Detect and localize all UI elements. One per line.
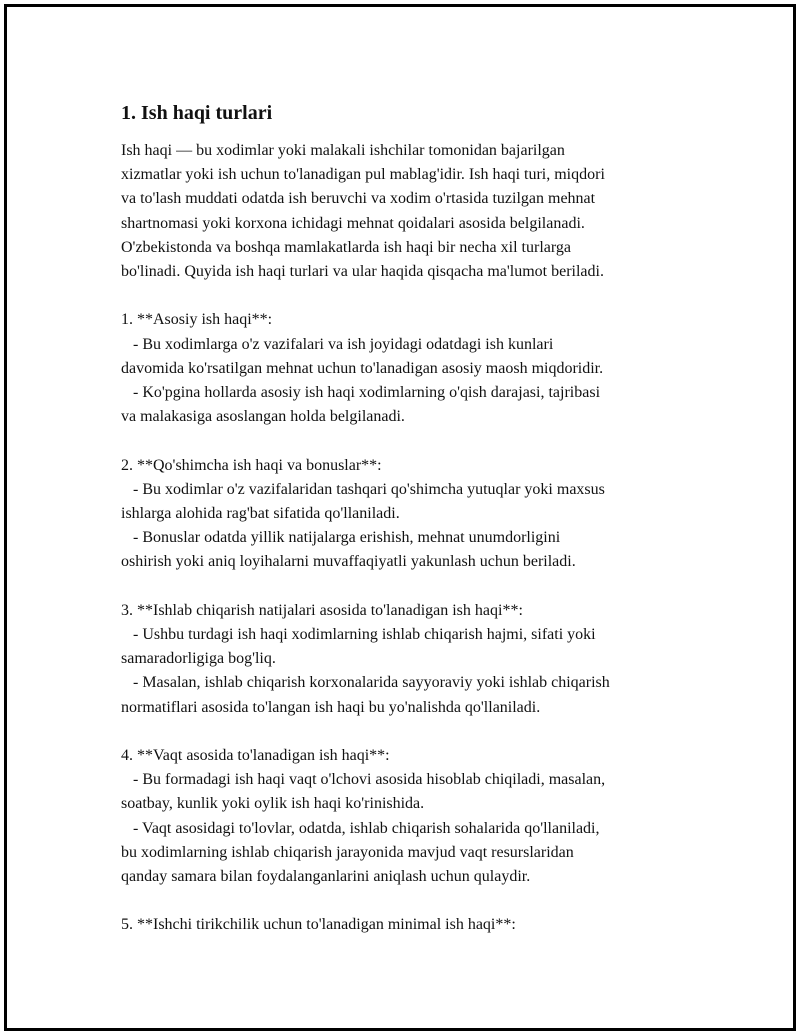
bullet-text: - Ko'pgina hollarda asosiy ish haqi xodimlarning o'qish darajasi, tajribasi va malakasiga asoslangan holda belgilanadi. (121, 384, 601, 426)
section-heading: 5. **Ishchi tirikchilik uchun to'lanadigan minimal ish haqi**: (121, 916, 516, 934)
section-4 (121, 744, 701, 889)
section-heading: 3. **Ishlab chiqarish natijalari asosida to'lanadigan ish haqi**: (121, 601, 523, 619)
blank-line (121, 429, 701, 453)
section-heading: 2. **Qo'shimcha ish haqi va bonuslar**: (121, 456, 382, 474)
page-frame (4, 4, 796, 1031)
bullet-text: - Bu xodimlarga o'z vazifalari va ish joyidagi odatdagi ish kunlari davomida ko'rsatilgan mehnat uchun to'lanadigan asosiy maosh miqdoridir. (121, 335, 604, 377)
bullet-text: - Bu xodimlar o'z vazifalaridan tashqari qo'shimcha yutuqlar yoki maxsus ishlarga alohida rag'bat sifatida qo'llaniladi. (121, 480, 605, 523)
section-3 (121, 599, 701, 720)
section-2 (121, 454, 701, 575)
document-body (121, 99, 701, 938)
bullet-text: - Vaqt asosidagi to'lovlar, odatda, ishlab chiqarish sohalarida qo'llaniladi, bu xodimlarning ishlab chiqarish jarayonida mavjud vaqt resurslaridan qanday samara bilan foydalanganlarini aniqlash uchun qulaydir. (121, 819, 600, 886)
section-heading: 1. **Asosiy ish haqi**: (121, 311, 273, 329)
blank-line (121, 575, 701, 599)
intro-paragraph: Ish haqi — bu xodimlar yoki malakali ishchilar tomonidan bajarilgan xizmatlar yoki ish uchun to'lanadigan pul mablag'idir. Ish haqi turi, miqdori va to'lash muddati odatda ish beruvchi va xodim o'rtasida tuzilgan mehnat shartnomasi yoki korxona ichidagi mehnat qoidalari asosida belgilanadi. O'zbekistonda va boshqa mamlakatlarda ish haqi bir necha xil turlarga bo'linadi. Quyida ish haqi turlari va ular haqida qisqacha ma'lumot beriladi. (121, 142, 605, 281)
section-5 (121, 913, 701, 937)
section-1 (121, 308, 701, 429)
blank-line (121, 889, 701, 913)
bullet-text: - Masalan, ishlab chiqarish korxonalarida sayyoraviy yoki ishlab chiqarish normatiflari asosida to'langan ish haqi bu yo'nalishda qo'llaniladi. (121, 674, 610, 716)
bullet-text: - Ushbu turdagi ish haqi xodimlarning ishlab chiqarish hajmi, sifati yoki samaradorligiga bog'liq. (121, 626, 596, 668)
bullet-text: - Bonuslar odatda yillik natijalarga erishish, mehnat unumdorligini oshirish yoki aniq loyihalarni muvaffaqiyatli yakunlash uchun beriladi. (121, 529, 576, 571)
section-heading: 4. **Vaqt asosida to'lanadigan ish haqi**: (121, 747, 390, 765)
document-title: 1. Ish haqi turlari (121, 102, 273, 124)
blank-line (121, 284, 701, 308)
bullet-text: - Bu formadagi ish haqi vaqt o'lchovi asosida hisoblab chiqiladi, masalan, soatbay, kunlik yoki oylik ish haqi ko'rinishida. (121, 771, 606, 813)
blank-line (121, 720, 701, 744)
